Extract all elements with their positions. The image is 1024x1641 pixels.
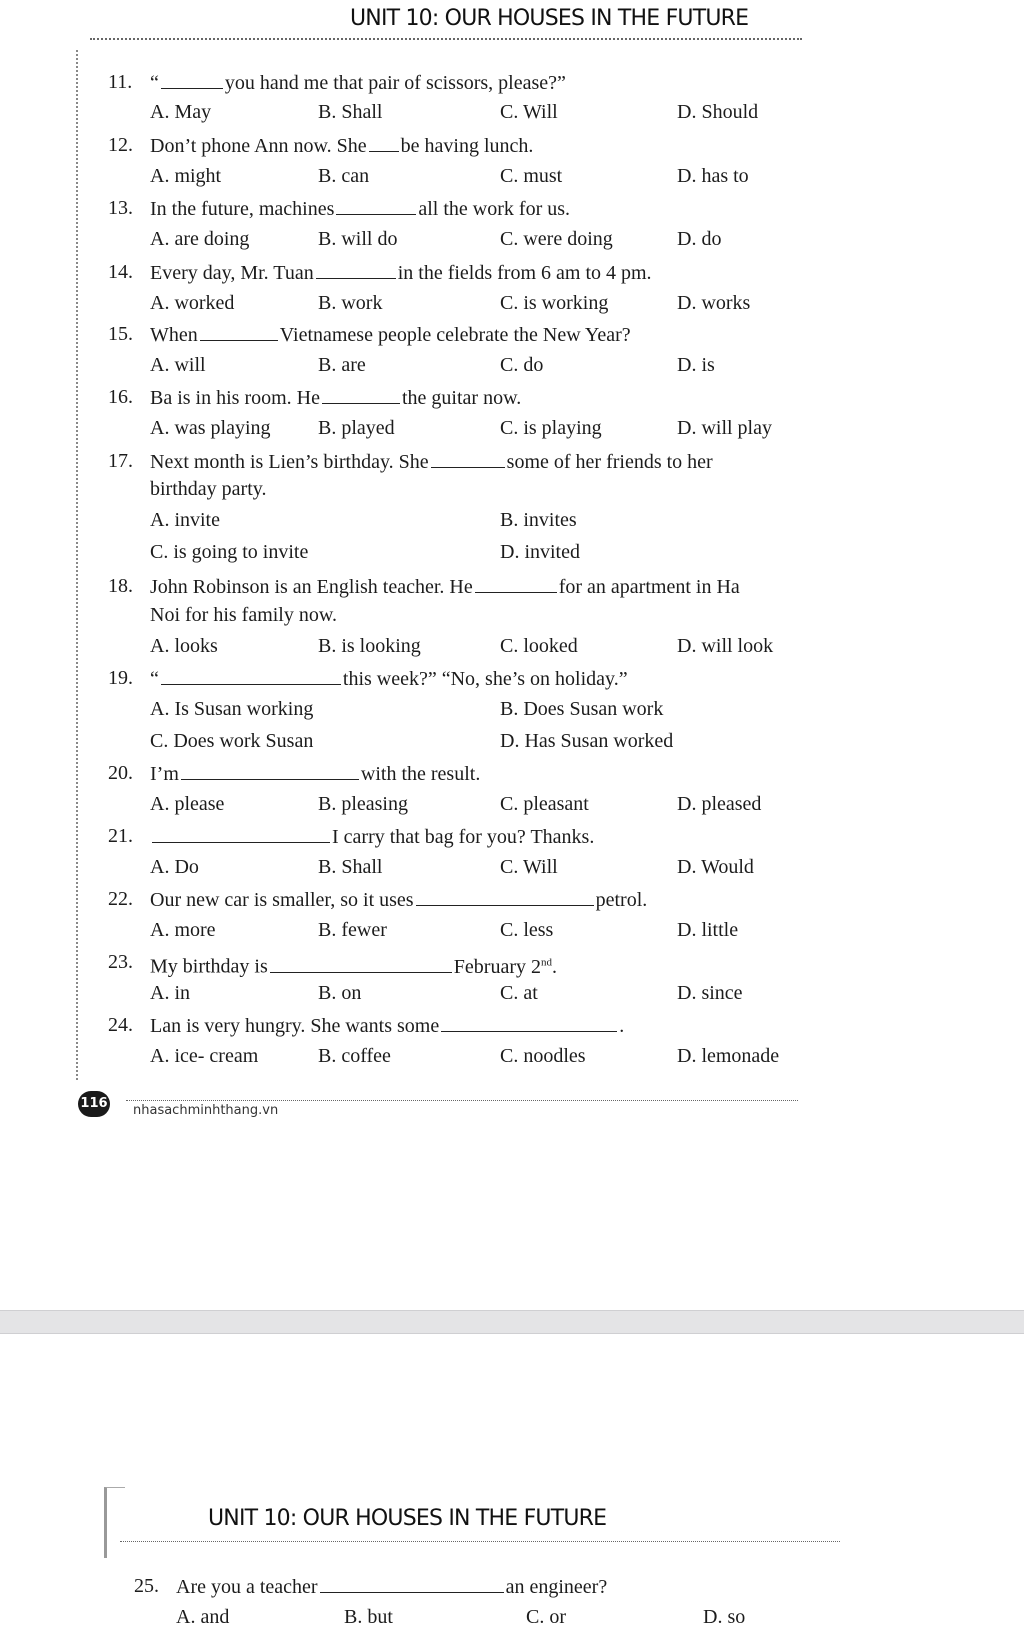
question-text bbox=[150, 449, 713, 474]
answer-option-d[interactable]: D. Has Susan worked bbox=[500, 730, 674, 752]
question-text-after-blank: February 2nd. bbox=[453, 955, 557, 978]
answer-option-c[interactable]: C. is going to invite bbox=[150, 541, 309, 563]
answer-blank[interactable] bbox=[441, 1013, 617, 1032]
answer-blank[interactable] bbox=[270, 954, 452, 973]
answer-option-b[interactable]: B. played bbox=[318, 417, 395, 439]
question-text-after-blank: some of her friends to her bbox=[506, 451, 713, 473]
answer-option-a[interactable]: A. May bbox=[150, 101, 212, 123]
question-number: 13. bbox=[108, 197, 133, 219]
question-text-before-blank: When bbox=[150, 324, 198, 346]
answer-option-d[interactable]: D. pleased bbox=[677, 793, 762, 815]
question-text-segment: birthday party. bbox=[150, 478, 267, 500]
question-text-before-blank: Ba is in his room. He bbox=[150, 387, 320, 409]
ordinal-suffix: nd bbox=[540, 956, 552, 968]
question-text bbox=[150, 950, 557, 979]
answer-option-c[interactable]: C. pleasant bbox=[500, 793, 589, 815]
answer-option-a[interactable]: A. looks bbox=[150, 635, 218, 657]
question-text-after-blank: be having lunch. bbox=[400, 135, 534, 157]
question-text-after-blank: an engineer? bbox=[505, 1576, 608, 1598]
left-margin-dots bbox=[76, 50, 78, 1080]
answer-option-b[interactable]: B. Shall bbox=[318, 101, 383, 123]
answer-option-a[interactable]: A. and bbox=[176, 1606, 230, 1628]
question-number: 22. bbox=[108, 888, 133, 910]
question-number: 23. bbox=[108, 951, 133, 973]
answer-option-a[interactable]: A. Do bbox=[150, 856, 199, 878]
question-number: 14. bbox=[108, 261, 133, 283]
page-corner-bracket bbox=[104, 1487, 125, 1558]
answer-option-b[interactable]: B. on bbox=[318, 982, 362, 1004]
question-text-after-blank: with the result. bbox=[360, 763, 481, 785]
answer-option-a[interactable]: A. are doing bbox=[150, 228, 250, 250]
question-text-segment: Noi for his family now. bbox=[150, 604, 338, 626]
question-text-after-blank: all the work for us. bbox=[418, 198, 571, 220]
answer-option-d[interactable]: D. do bbox=[677, 228, 722, 250]
question-text-before-blank: “ bbox=[150, 668, 159, 690]
answer-option-a[interactable]: A. worked bbox=[150, 292, 235, 314]
answer-option-d[interactable]: D. is bbox=[677, 354, 715, 376]
question-text bbox=[150, 824, 594, 849]
answer-option-a[interactable]: A. will bbox=[150, 354, 206, 376]
answer-blank[interactable] bbox=[200, 322, 278, 341]
question-text bbox=[150, 666, 628, 691]
question-text-before-blank: Every day, Mr. Tuan bbox=[150, 262, 314, 284]
answer-option-b[interactable]: B. Does Susan work bbox=[500, 698, 664, 720]
question-text-before-blank: “ bbox=[150, 72, 159, 94]
question-text bbox=[150, 1013, 624, 1038]
publisher-website: nhasachminhthang.vn bbox=[133, 1103, 279, 1118]
question-text-after-blank: for an apartment in Ha bbox=[558, 576, 740, 598]
answer-option-d[interactable]: D. so bbox=[703, 1606, 746, 1628]
question-text-before-blank: Are you a teacher bbox=[176, 1576, 318, 1598]
answer-option-d[interactable]: D. little bbox=[677, 919, 739, 941]
question-text-after-blank: in the fields from 6 am to 4 pm. bbox=[397, 262, 652, 284]
answer-blank[interactable] bbox=[336, 196, 416, 215]
answer-option-b[interactable]: B. coffee bbox=[318, 1045, 391, 1067]
answer-option-c[interactable]: C. is working bbox=[500, 292, 609, 314]
question-text-before-blank: In the future, machines bbox=[150, 198, 335, 220]
answer-option-d[interactable]: D. invited bbox=[500, 541, 580, 563]
answer-option-c[interactable]: C. Will bbox=[500, 101, 558, 123]
answer-option-c[interactable]: C. at bbox=[500, 982, 538, 1004]
answer-option-c[interactable]: C. is playing bbox=[500, 417, 602, 439]
answer-option-c[interactable]: C. do bbox=[500, 354, 544, 376]
answer-option-d[interactable]: D. has to bbox=[677, 165, 749, 187]
answer-option-b[interactable]: B. work bbox=[318, 292, 383, 314]
question-text-after-blank: this week?” “No, she’s on holiday.” bbox=[342, 668, 628, 690]
answer-option-b[interactable]: B. is looking bbox=[318, 635, 421, 657]
answer-blank[interactable] bbox=[475, 574, 557, 593]
question-text-before-blank: My birthday is bbox=[150, 955, 268, 978]
question-text bbox=[150, 477, 266, 501]
question-number: 20. bbox=[108, 762, 133, 784]
answer-option-b[interactable]: B. are bbox=[318, 354, 366, 376]
question-text-before-blank: Don’t phone Ann now. She bbox=[150, 135, 367, 157]
answer-option-a[interactable]: A. might bbox=[150, 165, 222, 187]
answer-option-c[interactable]: C. Does work Susan bbox=[150, 730, 314, 752]
header-divider-top bbox=[90, 38, 802, 40]
answer-blank[interactable] bbox=[416, 887, 594, 906]
answer-option-a[interactable]: A. ice- cream bbox=[150, 1045, 259, 1067]
answer-blank[interactable] bbox=[316, 260, 396, 279]
answer-option-c[interactable]: C. noodles bbox=[500, 1045, 586, 1067]
question-text-after-blank: I carry that bag for you? Thanks. bbox=[332, 826, 595, 848]
answer-blank[interactable] bbox=[320, 1574, 504, 1593]
answer-option-d[interactable]: D. will look bbox=[677, 635, 774, 657]
question-text-after-blank: you hand me that pair of scissors, please?” bbox=[224, 72, 566, 94]
question-text-before-blank: Next month is Lien’s birthday. She bbox=[150, 451, 429, 473]
answer-option-b[interactable]: B. pleasing bbox=[318, 793, 408, 815]
question-text bbox=[150, 385, 521, 410]
answer-option-c[interactable]: C. Will bbox=[500, 856, 558, 878]
answer-option-a[interactable]: A. invite bbox=[150, 509, 220, 531]
answer-option-b[interactable]: B. fewer bbox=[318, 919, 387, 941]
answer-blank[interactable] bbox=[152, 824, 330, 843]
question-number: 11. bbox=[108, 71, 133, 93]
unit-header-top: UNIT 10: OUR HOUSES IN THE FUTURE bbox=[350, 6, 749, 31]
answer-option-c[interactable]: C. must bbox=[500, 165, 563, 187]
answer-option-d[interactable]: D. Would bbox=[677, 856, 754, 878]
question-number: 21. bbox=[108, 825, 133, 847]
answer-option-a[interactable]: A. please bbox=[150, 793, 225, 815]
question-text bbox=[176, 1574, 607, 1599]
question-number: 15. bbox=[108, 323, 133, 345]
answer-blank[interactable] bbox=[161, 70, 223, 89]
screenshot-page-separator bbox=[0, 1310, 1024, 1334]
answer-option-c[interactable]: C. less bbox=[500, 919, 554, 941]
answer-option-d[interactable]: D. Should bbox=[677, 101, 759, 123]
question-text bbox=[150, 887, 647, 912]
question-number: 18. bbox=[108, 575, 133, 597]
answer-option-d[interactable]: D. since bbox=[677, 982, 743, 1004]
answer-option-b[interactable]: B. Shall bbox=[318, 856, 383, 878]
question-text-before-blank: John Robinson is an English teacher. He bbox=[150, 576, 473, 598]
answer-blank[interactable] bbox=[181, 761, 359, 780]
answer-option-b[interactable]: B. will do bbox=[318, 228, 398, 250]
question-text-after-blank: Vietnamese people celebrate the New Year? bbox=[279, 324, 631, 346]
question-number: 24. bbox=[108, 1014, 133, 1036]
answer-option-d[interactable]: D. works bbox=[677, 292, 751, 314]
question-text-after-blank: the guitar now. bbox=[402, 387, 522, 409]
answer-blank[interactable] bbox=[369, 133, 399, 152]
answer-option-d[interactable]: D. lemonade bbox=[677, 1045, 780, 1067]
question-number: 12. bbox=[108, 134, 133, 156]
question-text-before-blank: I’m bbox=[150, 763, 179, 785]
footer-divider bbox=[126, 1100, 798, 1101]
question-text-after-blank: petrol. bbox=[595, 889, 648, 911]
answer-option-b[interactable]: B. can bbox=[318, 165, 370, 187]
answer-blank[interactable] bbox=[431, 449, 505, 468]
answer-blank[interactable] bbox=[322, 385, 400, 404]
question-number: 25. bbox=[134, 1575, 159, 1597]
answer-option-c[interactable]: C. were doing bbox=[500, 228, 613, 250]
header-divider-bottom bbox=[120, 1541, 840, 1542]
answer-option-c[interactable]: C. or bbox=[526, 1606, 566, 1628]
question-number: 19. bbox=[108, 667, 133, 689]
question-text bbox=[150, 196, 570, 221]
question-number: 17. bbox=[108, 450, 133, 472]
answer-option-a[interactable]: A. was playing bbox=[150, 417, 271, 439]
answer-option-d[interactable]: D. will play bbox=[677, 417, 772, 439]
unit-header-bottom: UNIT 10: OUR HOUSES IN THE FUTURE bbox=[208, 1506, 607, 1531]
question-text-before-blank: Our new car is smaller, so it uses bbox=[150, 889, 414, 911]
question-text-after-blank: . bbox=[619, 1015, 625, 1037]
question-number: 16. bbox=[108, 386, 133, 408]
question-text bbox=[150, 260, 652, 285]
answer-blank[interactable] bbox=[161, 666, 341, 685]
answer-option-a[interactable]: A. in bbox=[150, 982, 190, 1004]
answer-option-b[interactable]: B. but bbox=[344, 1606, 393, 1628]
answer-option-a[interactable]: A. Is Susan working bbox=[150, 698, 314, 720]
answer-option-b[interactable]: B. invites bbox=[500, 509, 577, 531]
question-text bbox=[150, 70, 566, 95]
question-text-before-blank: Lan is very hungry. She wants some bbox=[150, 1015, 440, 1037]
answer-option-c[interactable]: C. looked bbox=[500, 635, 578, 657]
page-number-badge: 116 bbox=[78, 1091, 110, 1117]
question-text bbox=[150, 761, 480, 786]
question-text bbox=[150, 574, 740, 599]
question-text bbox=[150, 322, 631, 347]
question-text bbox=[150, 603, 337, 627]
answer-option-a[interactable]: A. more bbox=[150, 919, 216, 941]
question-text bbox=[150, 133, 533, 158]
